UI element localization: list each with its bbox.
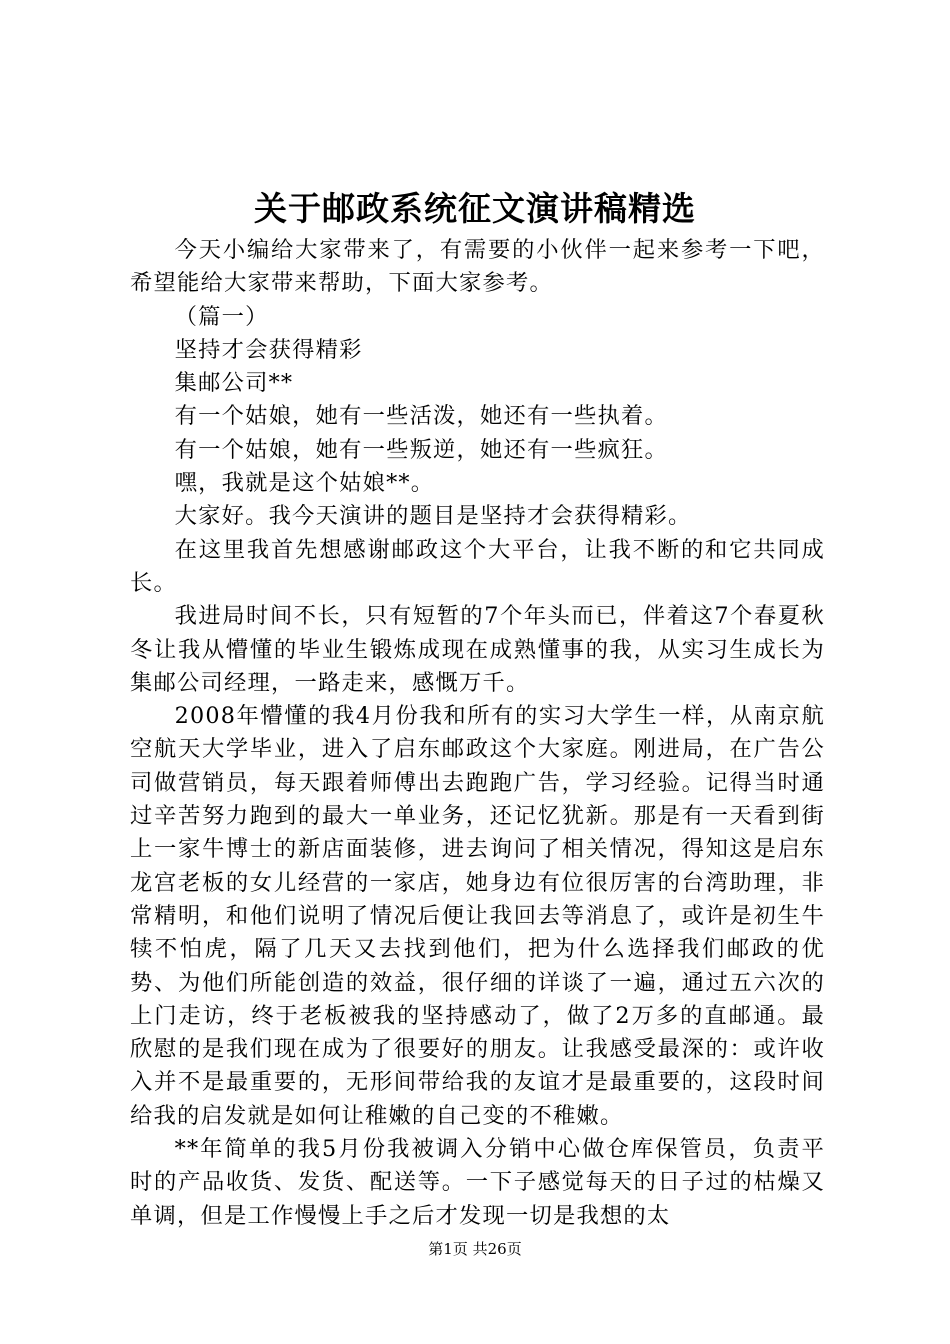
page-title: 关于邮政系统征文演讲稿精选 — [254, 189, 696, 228]
paragraph: 在这里我首先想感谢邮政这个大平台，让我不断的和它共同成长。 — [130, 536, 825, 596]
paragraph: 大家好。我今天演讲的题目是坚持才会获得精彩。 — [174, 503, 692, 530]
document-body — [130, 234, 825, 1233]
paragraph: 有一个姑娘，她有一些活泼，她还有一些执着。 — [174, 403, 669, 430]
paragraph: 2008年懵懂的我4月份我和所有的实习大学生一样，从南京航空航天大学毕业，进入了启东邮政这个大家庭。刚进局，在广告公司做营销员，每天跟着师傅出去跑跑广告，学习经验。记得当时通过辛苦努力跑到的最大一单业务，还记忆犹新。那是有一天看到街上一家牛博士的新店面装修，进去询问了相关情况，得知这是启东龙宫老板的女儿经营的一家店，她身边有位很厉害的台湾助理，非常精明，和他们说明了情况后便让我回去等消息了，或许是初生牛犊不怕虎，隔了几天又去找到他们，把为什么选择我们邮政的优势、为他们所能创造的效益，很仔细的详谈了一遍，通过五六次的上门走访，终于老板被我的坚持感动了，做了2万多的直邮通。最欣慰的是我们现在成为了很要好的朋友。让我感受最深的：或许收入并不是最重要的，无形间带给我的友谊才是最重要的，这段时间给我的启发就是如何让稚嫩的自己变的不稚嫩。 — [130, 703, 825, 1129]
paragraph: **年简单的我5月份我被调入分销中心做仓库保管员，负责平时的产品收货、发货、配送等。一下子感觉每天的日子过的枯燥又单调，但是工作慢慢上手之后才发现一切是我想的太 — [130, 1136, 825, 1229]
paragraph: 集邮公司** — [174, 370, 294, 397]
paragraph: 嘿，我就是这个姑娘**。 — [174, 470, 435, 497]
page-footer: 第1页 共26页 — [428, 1240, 522, 1258]
paragraph: 坚持才会获得精彩 — [174, 336, 363, 363]
paragraph: 有一个姑娘，她有一些叛逆，她还有一些疯狂。 — [174, 436, 669, 463]
paragraph: （篇一） — [174, 303, 269, 330]
paragraph: 我进局时间不长，只有短暂的7个年头而已，伴着这7个春夏秋冬让我从懵懂的毕业生锻炼成现在成熟懂事的我，从实习生成长为集邮公司经理，一路走来，感慨万千。 — [130, 603, 825, 696]
paragraph: 今天小编给大家带来了，有需要的小伙伴一起来参考一下吧，希望能给大家带来帮助，下面大家参考。 — [130, 237, 825, 297]
